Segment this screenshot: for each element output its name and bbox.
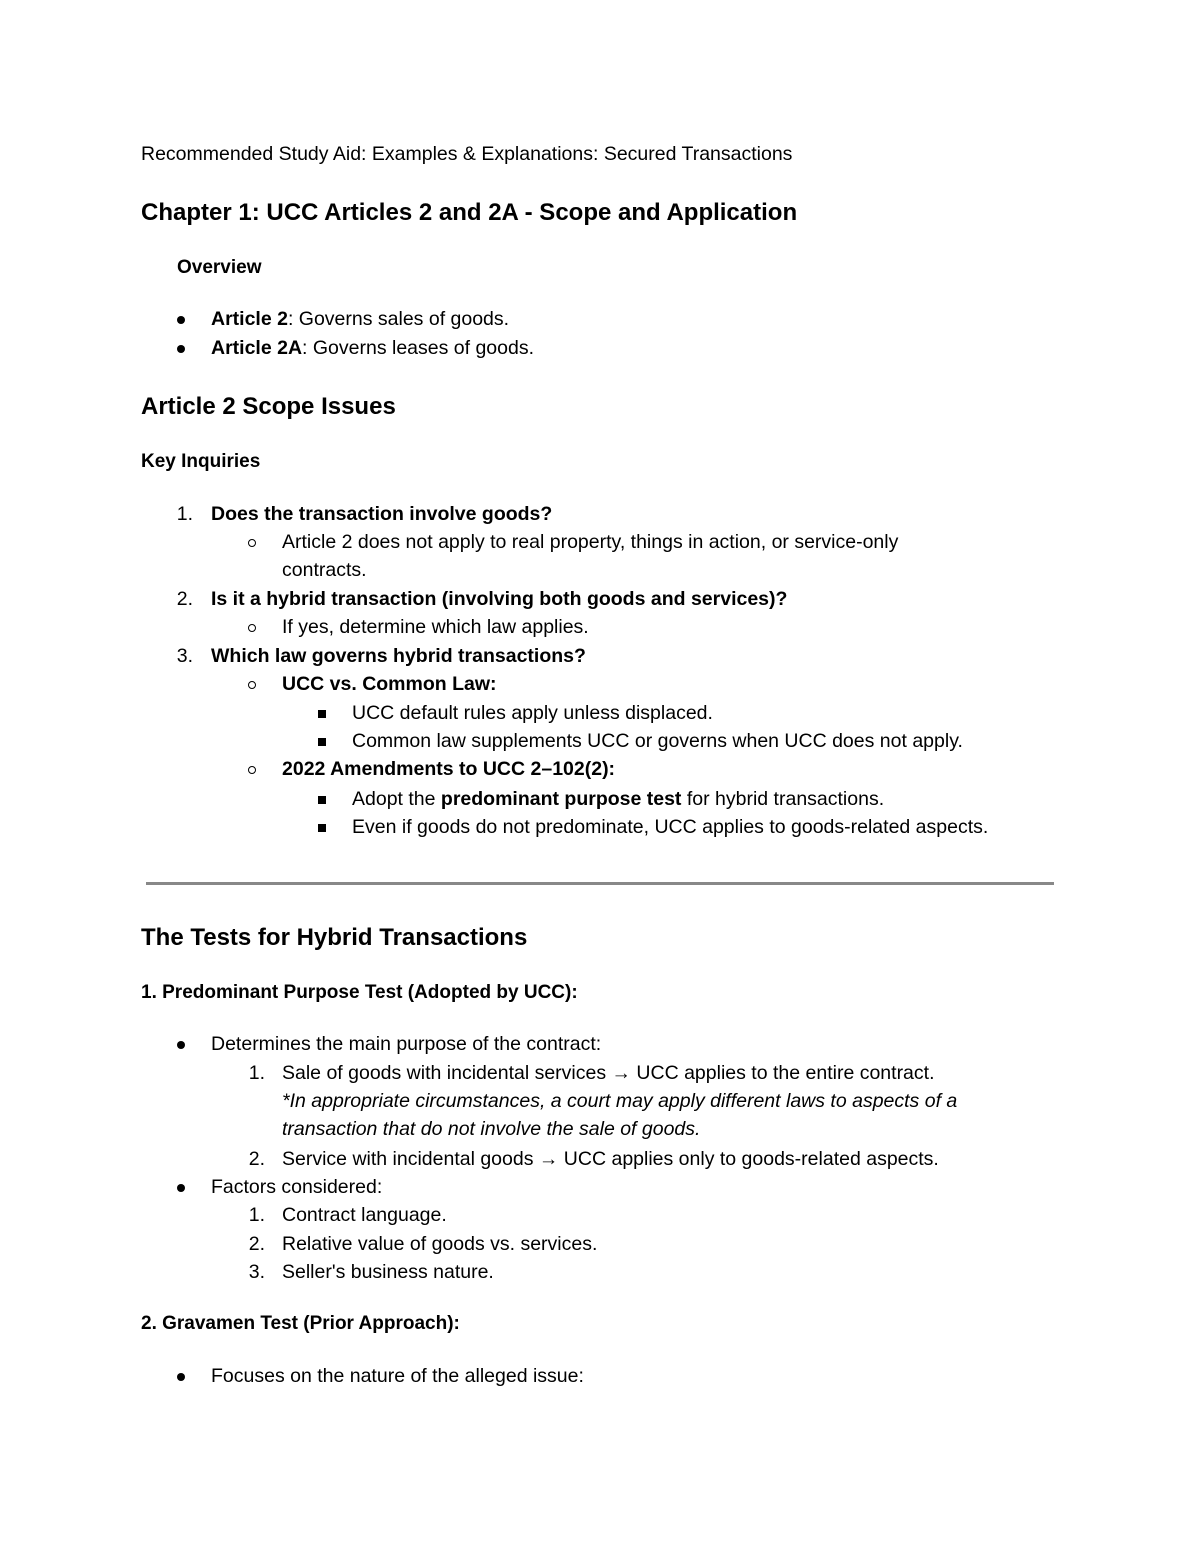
list-number: 2. — [248, 1148, 265, 1170]
gravamen-test-heading: 2. Gravamen Test (Prior Approach): — [141, 1313, 460, 1334]
inquiry-detail: Article 2 does not apply to real property, things in action, or service-only — [282, 531, 899, 553]
section-heading-scope: Article 2 Scope Issues — [141, 393, 396, 420]
list-number: 1. — [176, 503, 193, 525]
bullet-icon — [177, 345, 185, 353]
list-item: Focuses on the nature of the alleged issue: — [211, 1365, 584, 1387]
inquiry-title: Is it a hybrid transaction (involving both goods and services)? — [211, 588, 788, 610]
list-number: 1. — [248, 1204, 265, 1226]
bullet-icon — [177, 316, 185, 324]
sub-heading-ucc-vs-common: UCC vs. Common Law: — [282, 673, 497, 695]
list-item — [211, 334, 534, 362]
list-number: 2. — [176, 588, 193, 610]
circle-bullet-icon — [248, 681, 256, 689]
list-number: 3. — [248, 1261, 265, 1283]
list-item-text: : Governs sales of goods. — [287, 308, 510, 330]
sub-item: Service with incidental goods → UCC applies only to goods-related aspects. — [282, 1148, 939, 1170]
list-item-label: Article 2 — [211, 308, 288, 330]
square-bullet-icon — [318, 796, 326, 804]
square-bullet-icon — [318, 824, 326, 832]
circle-bullet-icon — [248, 624, 256, 632]
italic-note: transaction that do not involve the sale of goods. — [282, 1118, 701, 1140]
sub-item-text: for hybrid transactions. — [681, 788, 885, 810]
circle-bullet-icon — [248, 766, 256, 774]
predominant-test-heading: 1. Predominant Purpose Test (Adopted by UCC): — [141, 982, 578, 1003]
factor-item: Seller's business nature. — [282, 1261, 494, 1283]
square-bullet-icon — [318, 710, 326, 718]
list-number: 1. — [248, 1062, 265, 1084]
factor-item: Relative value of goods vs. services. — [282, 1233, 598, 1255]
sub-item — [352, 785, 884, 813]
sub-item: Common law supplements UCC or governs when UCC does not apply. — [352, 730, 963, 752]
inquiry-detail: If yes, determine which law applies. — [282, 616, 589, 638]
inquiry-title: Does the transaction involve goods? — [211, 503, 553, 525]
inquiry-detail: contracts. — [282, 559, 367, 581]
italic-note: *In appropriate circumstances, a court may apply different laws to aspects of a — [282, 1090, 958, 1112]
list-number: 3. — [176, 645, 193, 667]
square-bullet-icon — [318, 738, 326, 746]
section-heading-tests: The Tests for Hybrid Transactions — [141, 924, 528, 951]
sub-heading-amendments: 2022 Amendments to UCC 2–102(2): — [282, 758, 616, 780]
list-item: Determines the main purpose of the contract: — [211, 1033, 602, 1055]
chapter-title: Chapter 1: UCC Articles 2 and 2A - Scope and Application — [141, 199, 798, 226]
list-item-text: : Governs leases of goods. — [302, 337, 535, 359]
sub-item-emphasis: predominant purpose test — [440, 788, 682, 810]
list-item: Factors considered: — [211, 1176, 383, 1198]
overview-heading: Overview — [177, 257, 262, 278]
sub-item: UCC default rules apply unless displaced. — [352, 702, 713, 724]
inquiry-title: Which law governs hybrid transactions? — [211, 645, 586, 667]
list-number: 2. — [248, 1233, 265, 1255]
list-item — [211, 305, 509, 333]
bullet-icon — [177, 1373, 185, 1381]
bullet-icon — [177, 1041, 185, 1049]
sub-item: Even if goods do not predominate, UCC applies to goods-related aspects. — [352, 816, 989, 838]
circle-bullet-icon — [248, 539, 256, 547]
study-aid-line: Recommended Study Aid: Examples & Explanations: Secured Transactions — [141, 143, 793, 165]
list-item-label: Article 2A — [211, 337, 303, 359]
sub-item: Sale of goods with incidental services → UCC applies to the entire contract. — [282, 1062, 935, 1084]
horizontal-divider — [146, 882, 1054, 885]
bullet-icon — [177, 1184, 185, 1192]
factor-item: Contract language. — [282, 1204, 447, 1226]
key-inquiries-heading: Key Inquiries — [141, 451, 261, 472]
sub-item-text: Adopt the — [352, 788, 441, 810]
